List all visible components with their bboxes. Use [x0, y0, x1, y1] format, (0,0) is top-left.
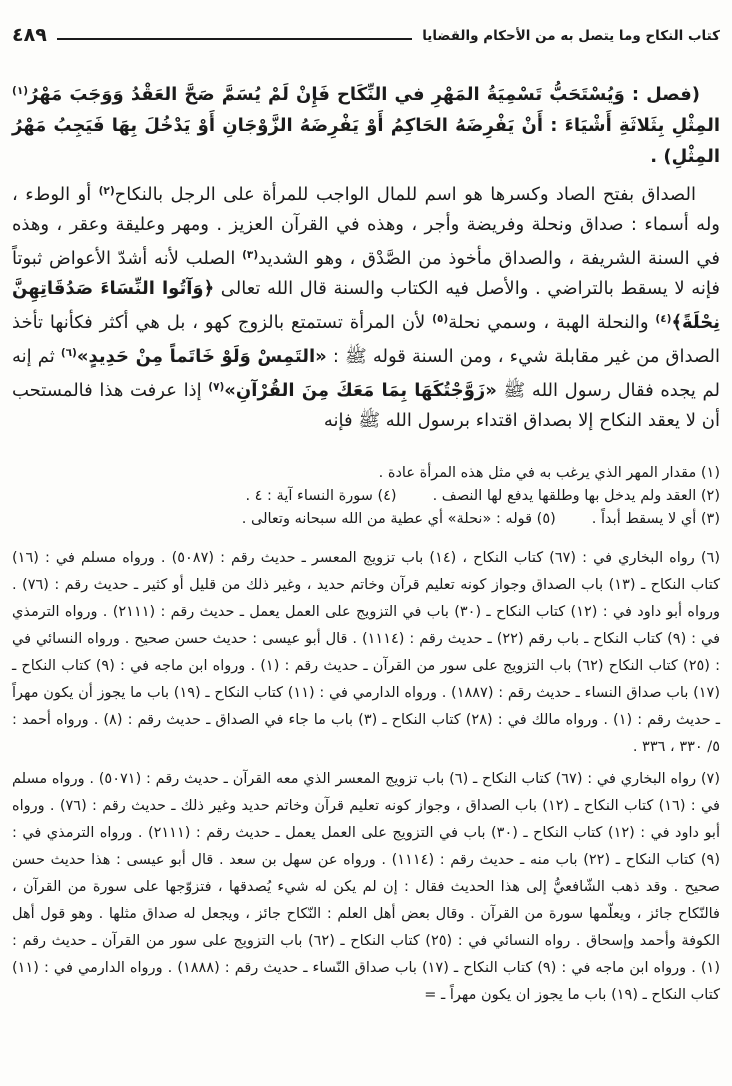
footnote-row [12, 462, 720, 485]
commentary-paragraph [12, 176, 720, 436]
footnote-5: (٥) قوله : «نحلة» أي عطية من الله سبحانه وتعالى . [241, 511, 556, 527]
footnote-7: (٧) رواه البخاري في : (٦٧) كتاب النكاح ـ (٦) باب تزويج المعسر الذي معه القرآن ـ حديث رقم : (٥٠٧١) . ورواه مسلم في : (١٦) كتاب النكاح ـ (١٢) باب الصداق ، وجواز كونه تعليم قرآن وخاتم حديد وغير ذلك ـ حديث رقم : (٧٦) . ورواه أبو داود في : (١٢) كتاب النكاح ـ (٣٠) باب في التزويج على العمل يعمل ـ حديث رقم : (٢١١١) . ورواه الترمذي في : (٩) كتاب النكاح ـ (٢٢) باب منه ـ حديث رقم : (١١١٤) . ورواه عن سهل بن سعد . قال أبو عيسى : هذا حديث حسن صحيح . وقد ذهب الشّافعيُّ إلى هذا الحديث فقال : إن لم يكن له شيء يُصدقها ، فتزوّجها على سورة من القرآن ، فالنّكاح جائز ، ويعلّمها سورة من القرآن . وقال بعض أهل العلم : النّكاح جائز ، ويجعل له صداق مثلها . وهو قول أهل الكوفة وأحمد وإسحاق . رواه النسائي في : (٢٥) كتاب النكاح ـ (٦٢) باب التزويج على سور من القرآن ـ حديث رقم : (١) . ورواه ابن ماجه في : (٩) كتاب النكاح ـ (١٧) باب صداق النّساء ـ حديث رقم : (١٨٨٨) . ورواه الدارمي في : (١١) كتاب النكاح ـ (١٩) باب ما يجوز ان يكون مهراً ـ = [12, 771, 721, 1003]
footnote-4: (٤) سورة النساء آية : ٤ . [245, 488, 397, 504]
footnote-ref: (١) [12, 85, 29, 97]
footnote-ref: (٢) [98, 185, 115, 197]
text-run: الصلب لأنه أشدّ الأعواض ثبوتاً فإنه لا يسقط بالتراضي . والأصل فيه الكتاب والسنة قال الله تعالى [12, 248, 720, 299]
footnote-row [12, 508, 720, 531]
emphasized-text: المِثْلِ بِثَلاثَةِ أَشْيَاءَ : أَنْ يَفْرِضَهُ الحَاكِمُ أَوْ يَفْرِضَهُ الزَّوْجَانِ أَوْ يَدْخُلَ بِهَا فَيَجِبُ مَهْرُ المِثْلِ) . [12, 115, 720, 167]
footnote-3: (٣) أي لا يسقط أبداً . [591, 511, 720, 527]
page-header [12, 24, 720, 48]
footnote-row [12, 485, 720, 508]
footnote-ref: (٦) [60, 347, 77, 359]
footnote-6: (٦) رواه البخاري في : (٦٧) كتاب النكاح ، (١٤) باب تزويج المعسر ـ حديث رقم : (٥٠٨٧) . ورواه مسلم في : (١٦) كتاب النكاح ـ (١٣) باب الصداق وجواز كونه تعليم قرآن وخاتم حديد ، وغير ذلك من قليل أو كثير ـ حديث رقم : (٧٦) . ورواه أبو داود في : (١٢) كتاب النكاح ـ (٣٠) باب في التزويج على العمل يعمل ـ حديث رقم : (٢١١١) . ورواه الترمذي في : (٩) كتاب النكاح ـ باب رقم (٢٢) ـ حديث رقم : (١١١٤) . قال أبو عيسى : حديث حسن صحيح . ورواه النسائي في : (٢٥) كتاب النكاح (٦٢) باب التزويج على سور من القرآن ـ حديث رقم : (١) . ورواه ابن ماجه في : (٩) كتاب النكاح ـ (١٧) باب صداق النساء ـ حديث رقم : (١٨٨٧) . ورواه الدارمي في : (١١) كتاب النكاح ـ (١٩) باب ما يجوز أن يكون مهراً ـ حديث رقم : (١) . ورواه مالك في : (٢٨) كتاب النكاح ـ (٣) باب ما جاء في الصداق ـ حديث رقم : (٨) . ورواه أحمد : ٥/ ٣٣٠ ، ٣٣٦ . [12, 550, 720, 755]
footnote-ref: (٤) [655, 313, 672, 325]
text-run: لأن المرأة تستمتع بالزوج كهو ، بل هي أكثر فكأنها تأخذ الصداق من غير مقابلة شيء ، ومن السنة قوله ﷺ : [12, 312, 721, 367]
emphasized-text: «التَمِسْ وَلَوْ خَاتَماً مِنْ حَدِيدٍ» [76, 346, 327, 367]
footnote-ref: (٥) [432, 313, 449, 325]
page-body [12, 76, 720, 436]
book-title: كتاب النكاح وما يتصل به من الأحكام والقضايا [422, 28, 720, 44]
footnote-1: (١) مقدار المهر الذي يرغب به في مثل هذه المرأة عادة . [378, 465, 720, 481]
text-run: إذا عرفت هذا فالمستحب أن لا يعقد النكاح إلا بصداق اقتداء برسول الله ﷺ فإنه [12, 380, 720, 431]
footnotes-section [12, 462, 720, 1009]
emphasized-text: (فصل : وَيُسْتَحَبُّ تَسْمِيَةُ المَهْرِ في النِّكَاح فَإِنْ لَمْ يُسَمَّ صَحَّ العَقْدُ وَوَجَبَ مَهْرُ [28, 84, 700, 105]
text-run: الصداق بفتح الصاد وكسرها هو اسم للمال الواجب للمرأة على الرجل بالنكاح [114, 184, 696, 205]
emphasized-text: «زَوَّجْتُكَهَا بِمَا مَعَكَ مِنَ القُرْآنِ» [224, 380, 497, 401]
footnote-2: (٢) العقد ولم يدخل بها وطلقها يدفع لها النصف . [432, 488, 720, 504]
footnote-ref: (٧) [208, 381, 225, 393]
page-number: ٤٨٩ [12, 24, 47, 46]
text-run: ثم إنه لم يجده فقال رسول الله ﷺ [12, 346, 720, 401]
text-run: أو الوطء ، وله أسماء : صداق ونحلة وفريضة وأجر ، وهذه في القرآن العزيز . ومهر وعليقة وعقر ، وهذه في السنة الشريفة ، والصداق مأخوذ من الصَّدْق ، وهو الشديد [12, 184, 720, 269]
emphasized-text: ﴿وَآتُوا النِّسَاءَ صَدُقَاتِهِنَّ نِحْلَةً﴾ [12, 278, 720, 333]
text-run: والنحلة الهبة ، وسمي نحلة [448, 312, 656, 333]
footnote-ref: (٣) [242, 249, 259, 261]
header-rule [57, 38, 412, 40]
matn-paragraph [12, 76, 720, 172]
